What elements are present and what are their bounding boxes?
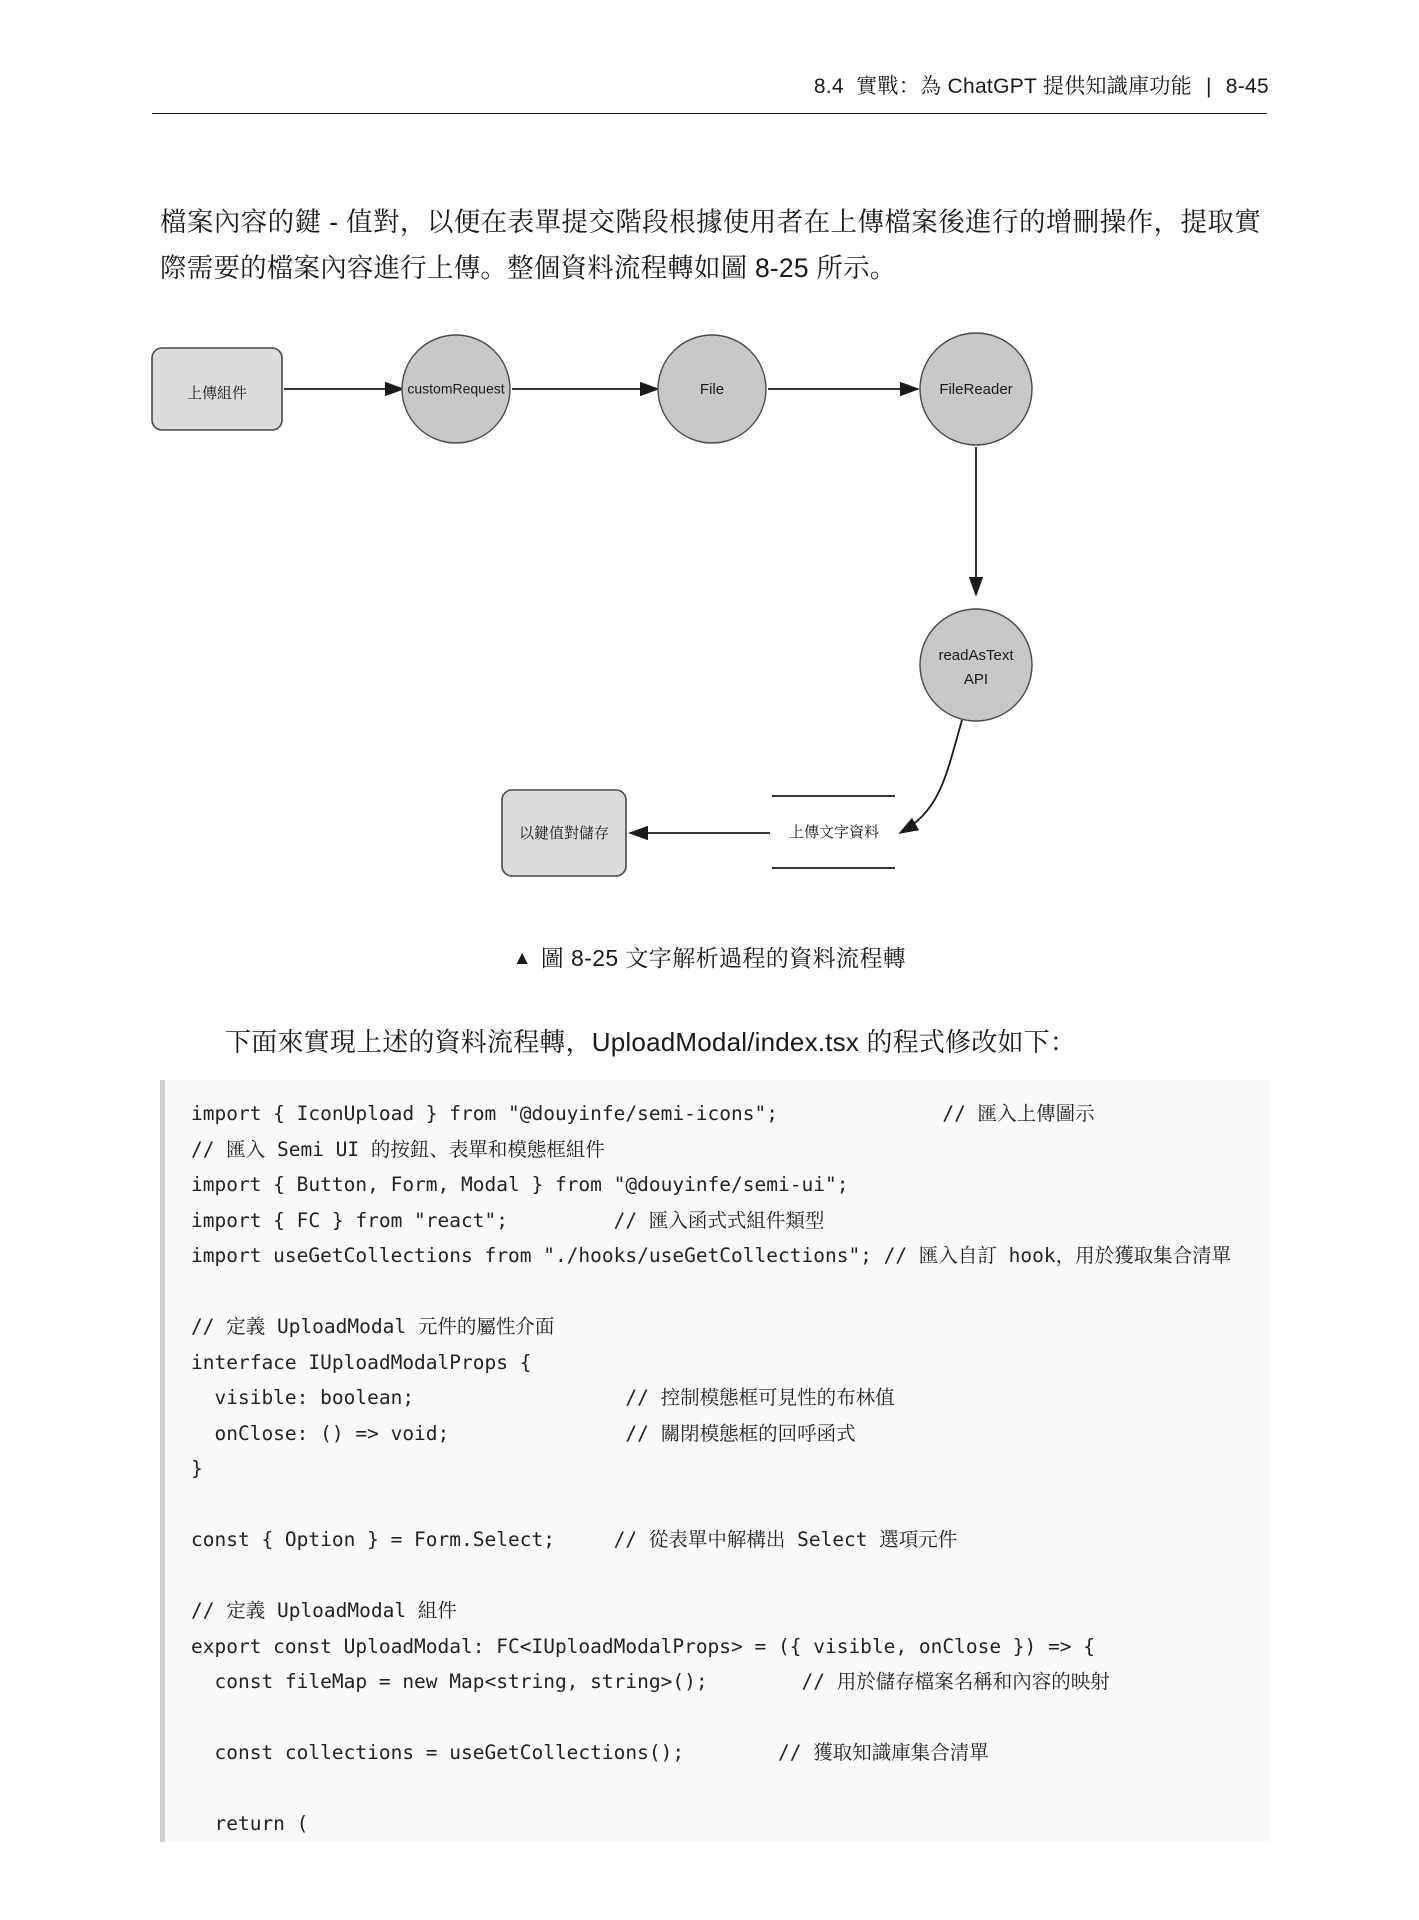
code-line: }	[191, 1457, 203, 1480]
node-file-reader	[920, 333, 1032, 445]
header-divider	[152, 113, 1267, 114]
header-title: 8.4 實戰：為 ChatGPT 提供知識庫功能	[813, 75, 1192, 98]
node-store-key-value-label: 以鍵值對儲存	[518, 824, 610, 842]
code-block	[160, 1080, 1270, 1842]
code-line: onClose: () => void; // 關閉模態框的回呼函式	[191, 1421, 856, 1445]
node-file-reader-label: FileReader	[939, 380, 1013, 398]
node-file-label: File	[699, 380, 725, 398]
code-line: import { IconUpload } from "@douyinfe/semi-icons"; // 匯入上傳圖示	[191, 1102, 1095, 1125]
code-line: import useGetCollections from "./hooks/useGetCollections"; // 匯入自訂 hook，用於獲取集合清單	[191, 1244, 1232, 1267]
code-line: const { Option } = Form.Select; // 從表單中解構出 Select 選項元件	[191, 1528, 958, 1551]
node-custom-request	[402, 335, 510, 443]
code-line: const collections = useGetCollections(); // 獲取知識庫集合清單	[191, 1741, 989, 1764]
node-read-as-text-api-label-line1: readAsText	[938, 646, 1014, 664]
node-file	[658, 335, 766, 443]
code-line: interface IUploadModalProps {	[191, 1350, 532, 1374]
node-custom-request-label: customRequest	[407, 380, 505, 397]
figure-dataflow-diagram	[150, 330, 1270, 930]
code-line: // 定義 UploadModal 組件	[191, 1599, 457, 1622]
code-line: const fileMap = new Map<string, string>(); // 用於儲存檔案名稱和內容的映射	[191, 1670, 1110, 1693]
node-store-key-value	[502, 790, 626, 876]
node-read-as-text-api	[920, 609, 1032, 721]
code-line	[191, 1558, 1270, 1594]
code-line: visible: boolean; // 控制模態框可見性的布林值	[191, 1386, 895, 1409]
code-line: import { Button, Form, Modal } from "@douyinfe/semi-ui";	[191, 1173, 849, 1196]
body-paragraph-1: 檔案內容的鍵 - 值對，以便在表單提交階段根據使用者在上傳檔案後進行的增刪操作，提取實際需要的檔案內容進行上傳。整個資料流程轉如圖 8-25 所示。	[160, 207, 1261, 283]
body-paragraph-2: 下面來實現上述的資料流程轉，UploadModal/index.tsx 的程式修改如下：	[225, 1027, 1077, 1057]
code-line	[191, 1771, 1270, 1807]
node-upload-component-label: 上傳組件	[186, 384, 248, 402]
header-separator: |	[1206, 75, 1212, 98]
node-upload-text-data-label: 上傳文字資料	[788, 823, 880, 841]
node-upload-component	[152, 348, 282, 430]
code-line: return (	[191, 1812, 309, 1835]
node-upload-text-data	[772, 796, 895, 868]
caption-triangle-icon: ▲	[512, 948, 532, 969]
code-line	[191, 1487, 1270, 1523]
page-header	[150, 70, 1269, 100]
code-line: import { FC } from "react"; // 匯入函式式組件類型	[191, 1208, 825, 1232]
code-line: // 定義 UploadModal 元件的屬性介面	[191, 1315, 555, 1338]
figure-caption	[0, 940, 1419, 973]
arrow-readastext-to-uploadtext	[900, 720, 962, 833]
node-read-as-text-api-label-line2: API	[963, 670, 989, 688]
code-line: // 匯入 Semi UI 的按鈕、表單和模態框組件	[191, 1137, 605, 1161]
figure-caption-text: 圖 8-25 文字解析過程的資料流程轉	[540, 945, 907, 971]
code-line: export const UploadModal: FC<IUploadModalProps> = ({ visible, onClose }) => {	[191, 1634, 1095, 1658]
code-line	[191, 1700, 1270, 1736]
header-page-number: 8-45	[1225, 75, 1269, 98]
code-line	[191, 1274, 1270, 1310]
